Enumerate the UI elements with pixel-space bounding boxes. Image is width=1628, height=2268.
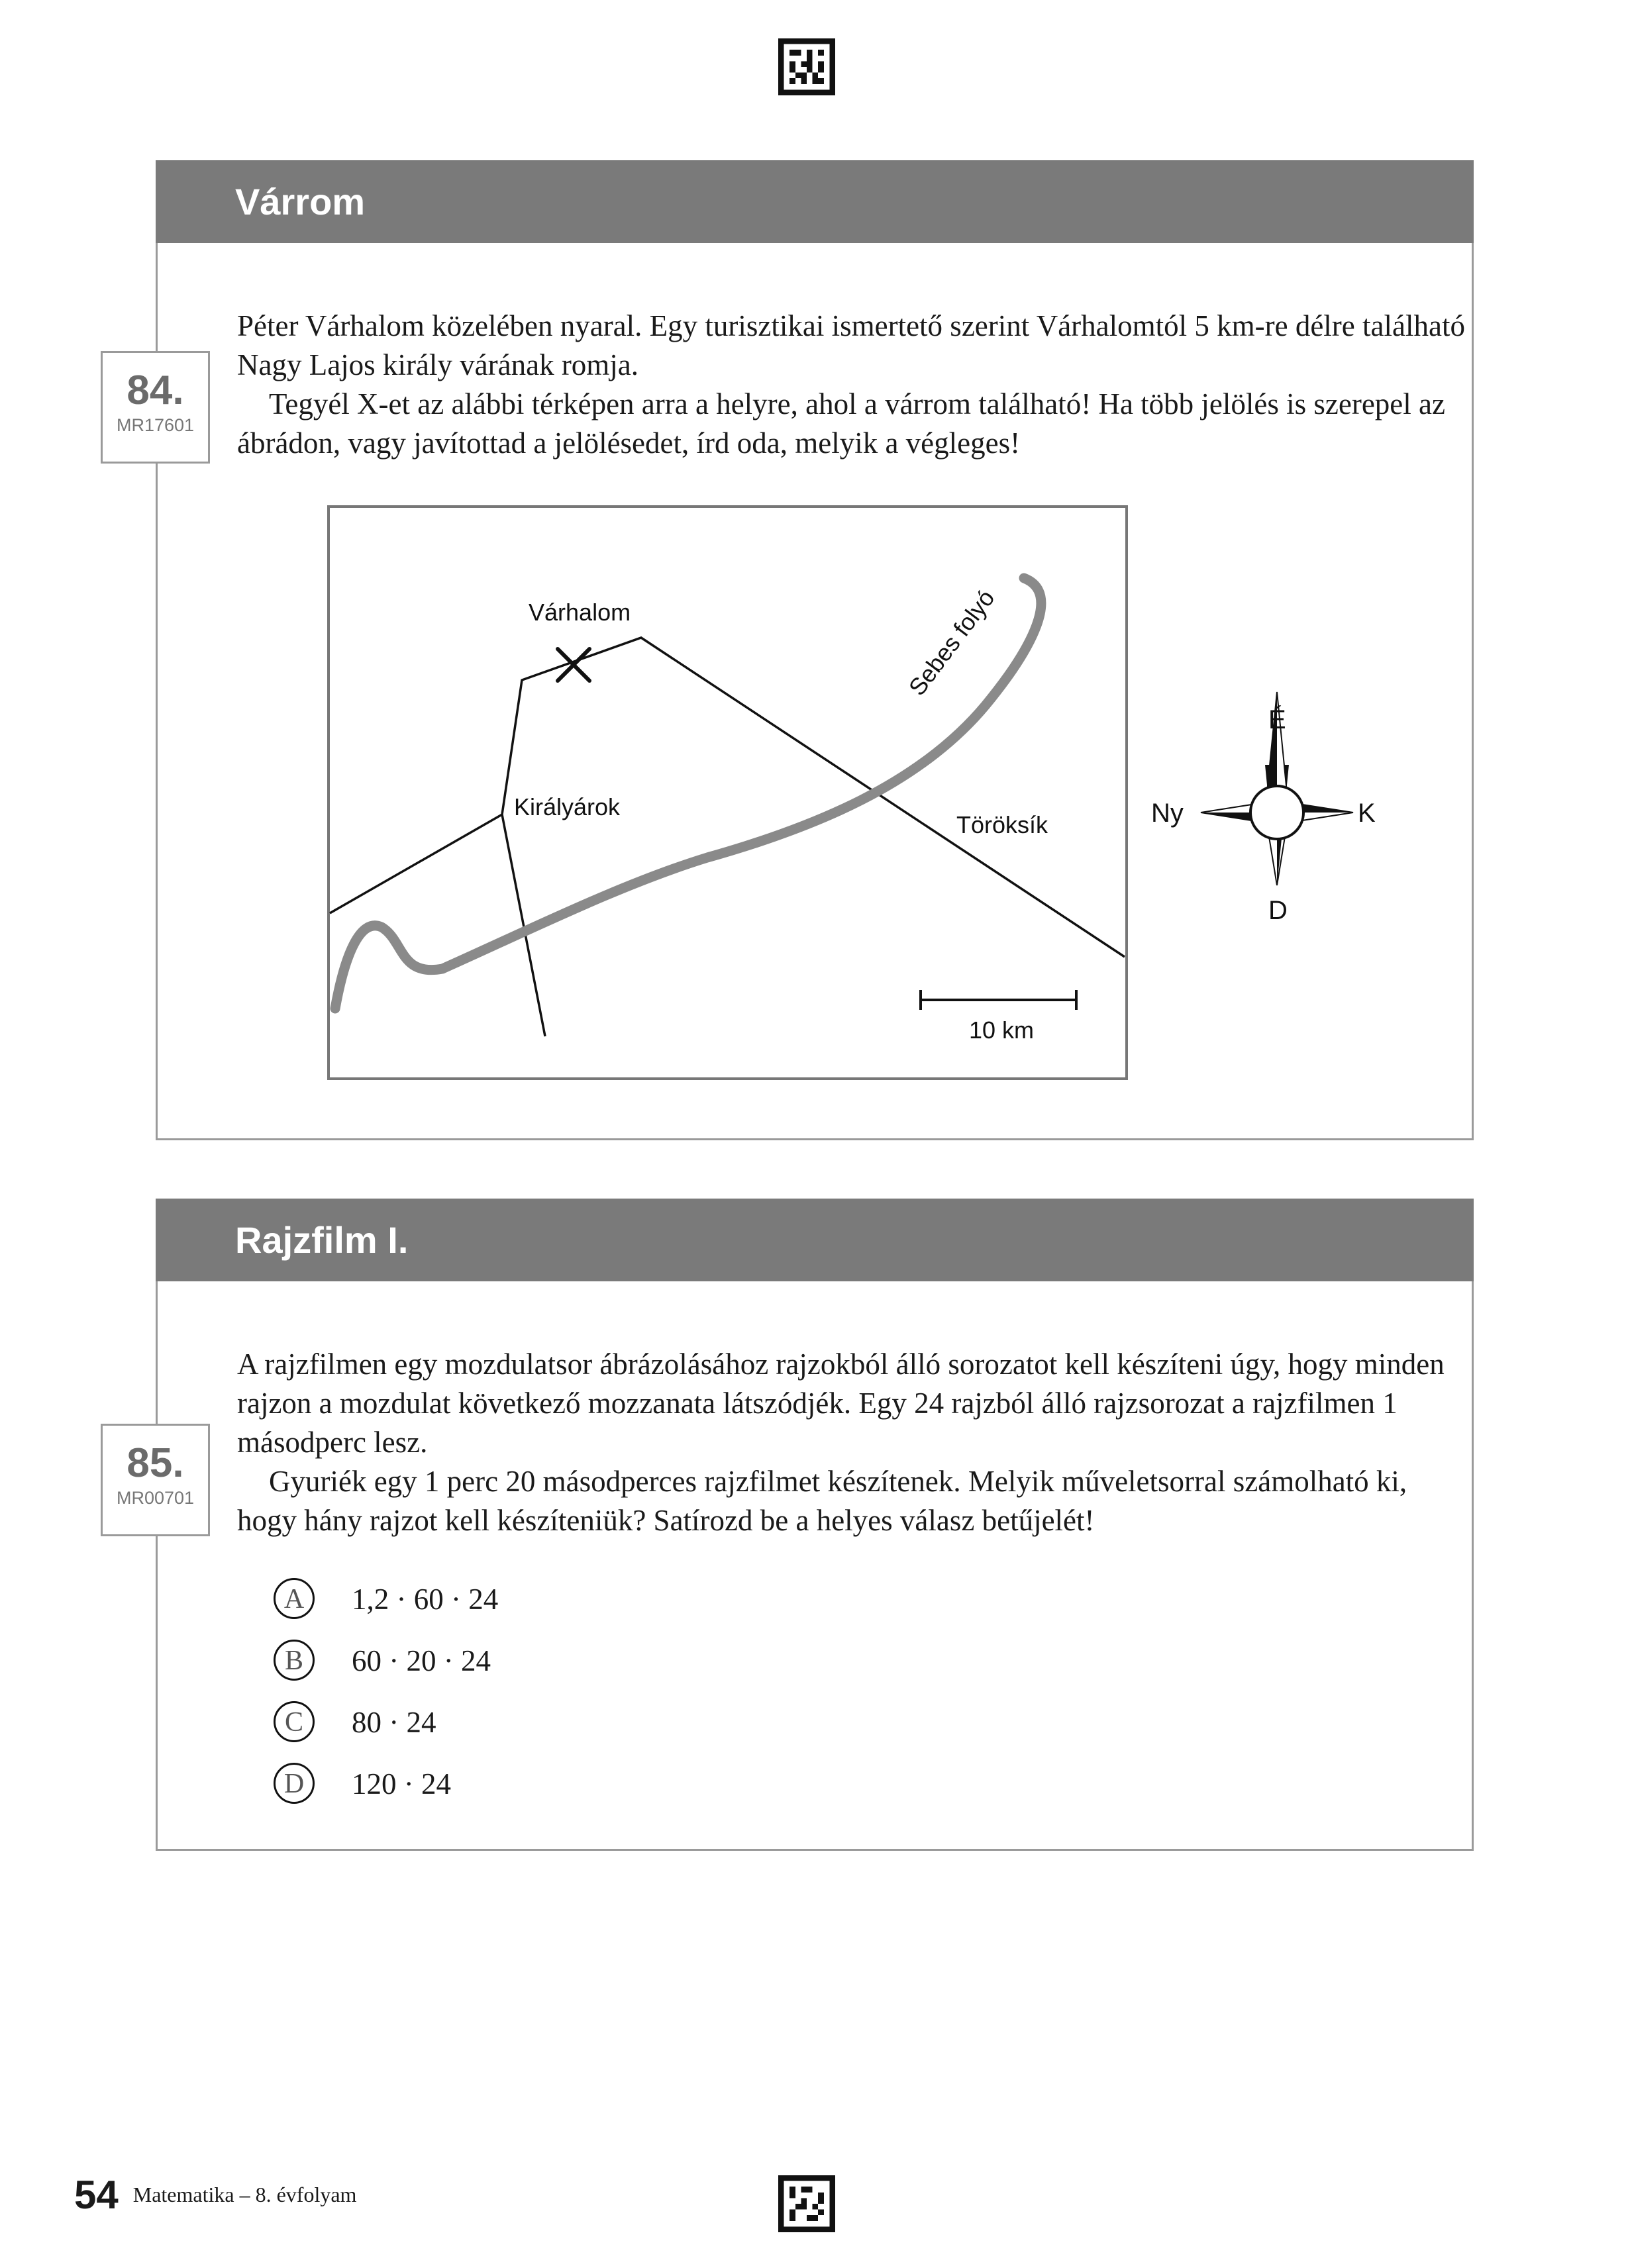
map-label-toroksik: Töröksík	[956, 811, 1048, 838]
qr-code-bottom	[778, 2175, 835, 2232]
compass-west: Ny	[1151, 799, 1184, 828]
task-85-number-badge	[101, 1424, 210, 1536]
option-expression-a: 1,2 · 60 · 24	[352, 1583, 499, 1616]
task-85-paragraph-2: Gyuriék egy 1 perc 20 másodperces rajzfilmet készítenek. Melyik műveletsorral számolható ki, hogy hány rajzot kell készíteniük? Satírozd be a helyes válasz betűjelét!	[237, 1465, 1407, 1537]
task-85-box	[156, 1199, 1474, 1851]
option-expression-d: 120 · 24	[352, 1767, 451, 1800]
task-84-box	[156, 160, 1474, 1140]
task-85-number: 85.	[127, 1440, 184, 1486]
task-84-paragraph-1: Péter Várhalom közelében nyaral. Egy turisztikai ismertető szerint Várhalomtól 5 km-re délre található Nagy Lajos király várának romja.	[237, 309, 1465, 381]
task-85-code: MR00701	[116, 1488, 195, 1508]
option-expression-c: 80 · 24	[352, 1706, 436, 1739]
task-84-code: MR17601	[116, 415, 195, 435]
option-expression-b: 60 · 20 · 24	[352, 1644, 491, 1677]
task-85-text	[237, 1345, 1469, 1540]
task-84-title: Várrom	[156, 160, 1474, 243]
footer-title: Matematika – 8. évfolyam	[132, 2183, 357, 2206]
map-label-varhalom: Várhalom	[529, 599, 631, 626]
page-footer	[74, 2172, 356, 2218]
task-84-number-badge	[101, 351, 210, 464]
option-letter-c[interactable]: C	[274, 1701, 315, 1742]
task-85-paragraph-1: A rajzfilmen egy mozdulatsor ábrázolásához rajzokból álló sorozatot kell készíteni úgy, hogy minden rajzon a mozdulat következő mozzanata látszódjék. Egy 24 rajzból álló rajzsorozat a rajzfilmen 1 másodperc lesz.	[237, 1348, 1445, 1459]
map-frame	[329, 507, 1127, 1079]
task-85-title: Rajzfilm I.	[156, 1199, 1474, 1281]
map-label-river: Sebes folyó	[903, 584, 1000, 701]
compass-east: K	[1358, 799, 1376, 828]
task-84-paragraph-2: Tegyél X-et az alábbi térképen arra a helyre, ahol a várrom található! Ha több jelölés is szerepel az ábrádon, vagy javítottad a jelölésedet, írd oda, melyik a végleges!	[237, 387, 1445, 460]
compass-north: É	[1268, 705, 1286, 734]
qr-code-top	[778, 38, 835, 95]
task-84-number: 84.	[127, 368, 184, 413]
option-letter-d[interactable]: D	[274, 1763, 315, 1804]
compass-south: D	[1268, 896, 1288, 925]
map-figure	[158, 162, 1472, 1139]
option-letter-b[interactable]: B	[274, 1640, 315, 1681]
scale-label: 10 km	[969, 1016, 1035, 1044]
page-number: 54	[74, 2173, 119, 2217]
option-letter-a[interactable]: A	[274, 1578, 315, 1619]
map-label-kiralyarok: Királyárok	[514, 793, 621, 820]
